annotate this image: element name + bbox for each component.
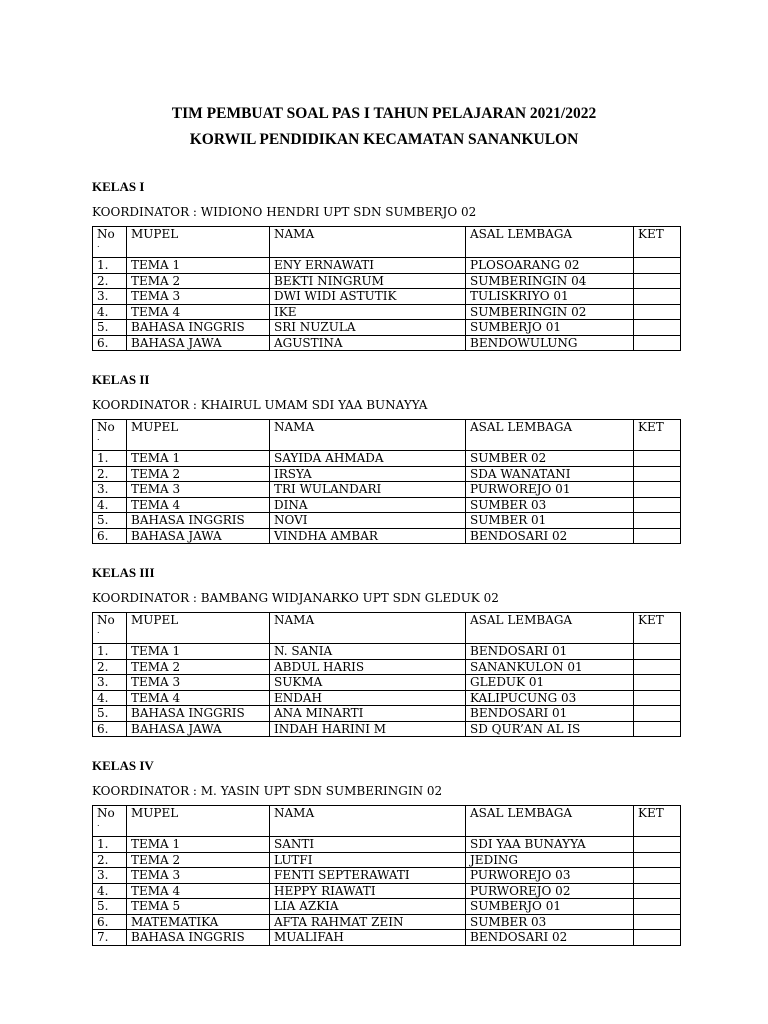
header-nama <box>270 420 466 451</box>
team-table <box>92 226 681 351</box>
cell-no: 6. <box>93 721 127 737</box>
cell-ket <box>634 659 681 675</box>
cell-asal: JEDING <box>466 852 634 868</box>
header-no-label: No <box>97 806 115 820</box>
header-mupel-label: MUPEL <box>131 227 179 241</box>
cell-mupel: BAHASA INGGRIS <box>127 706 270 722</box>
table-row <box>93 482 681 498</box>
cell-ket <box>634 304 681 320</box>
cell-ket <box>634 930 681 946</box>
cell-nama: ENDAH <box>270 690 466 706</box>
cell-no: 1. <box>93 837 127 853</box>
cell-no: 5. <box>93 706 127 722</box>
header-mupel <box>127 420 270 451</box>
cell-ket <box>634 852 681 868</box>
header-no-label: No <box>97 420 115 434</box>
table-row <box>93 899 681 915</box>
cell-nama: LIA AZKIA <box>270 899 466 915</box>
header-nama-label: NAMA <box>274 806 315 820</box>
header-no <box>93 227 127 258</box>
cell-nama: TRI WULANDARI <box>270 482 466 498</box>
header-mupel <box>127 806 270 837</box>
cell-mupel: TEMA 4 <box>127 883 270 899</box>
header-no-dot: . <box>97 819 100 828</box>
table-row <box>93 852 681 868</box>
table-row <box>93 883 681 899</box>
cell-asal: PURWOREJO 03 <box>466 868 634 884</box>
cell-mupel: BAHASA INGGRIS <box>127 513 270 529</box>
cell-asal: BENDOSARI 01 <box>466 706 634 722</box>
cell-mupel: TEMA 1 <box>127 837 270 853</box>
cell-mupel: TEMA 4 <box>127 497 270 513</box>
cell-mupel: TEMA 4 <box>127 304 270 320</box>
cell-asal: PURWOREJO 01 <box>466 482 634 498</box>
table-row <box>93 335 681 351</box>
cell-no: 2. <box>93 273 127 289</box>
cell-ket <box>634 837 681 853</box>
header-nama <box>270 227 466 258</box>
cell-nama: AGUSTINA <box>270 335 466 351</box>
cell-mupel: BAHASA JAWA <box>127 528 270 544</box>
header-asal <box>466 613 634 644</box>
header-mupel <box>127 227 270 258</box>
cell-nama: IRSYA <box>270 466 466 482</box>
cell-asal: SUMBER 03 <box>466 914 634 930</box>
cell-ket <box>634 451 681 467</box>
cell-ket <box>634 482 681 498</box>
cell-no: 7. <box>93 930 127 946</box>
table-row <box>93 451 681 467</box>
cell-nama: N. SANIA <box>270 644 466 660</box>
cell-no: 3. <box>93 675 127 691</box>
cell-ket <box>634 690 681 706</box>
cell-mupel: BAHASA INGGRIS <box>127 930 270 946</box>
header-asal <box>466 420 634 451</box>
cell-nama: LUTFI <box>270 852 466 868</box>
header-nama-label: NAMA <box>274 227 315 241</box>
cell-ket <box>634 273 681 289</box>
cell-mupel: BAHASA INGGRIS <box>127 320 270 336</box>
document-subtitle: KORWIL PENDIDIKAN KECAMATAN SANANKULON <box>189 131 579 148</box>
cell-asal: BENDOSARI 02 <box>466 930 634 946</box>
team-table <box>92 419 681 544</box>
header-asal-label: ASAL LEMBAGA <box>470 806 573 820</box>
cell-no: 4. <box>93 497 127 513</box>
cell-nama: ABDUL HARIS <box>270 659 466 675</box>
cell-ket <box>634 466 681 482</box>
header-nama-label: NAMA <box>274 420 315 434</box>
cell-nama: IKE <box>270 304 466 320</box>
cell-nama: BEKTI NINGRUM <box>270 273 466 289</box>
cell-ket <box>634 528 681 544</box>
cell-ket <box>634 289 681 305</box>
koordinator-line: KOORDINATOR : WIDIONO HENDRI UPT SDN SUMBERJO 02 <box>92 205 477 219</box>
team-table <box>92 612 681 737</box>
cell-asal: PURWOREJO 02 <box>466 883 634 899</box>
table-row <box>93 644 681 660</box>
table-row <box>93 721 681 737</box>
header-asal <box>466 227 634 258</box>
cell-nama: FENTI SEPTERAWATI <box>270 868 466 884</box>
cell-nama: SRI NUZULA <box>270 320 466 336</box>
table-row <box>93 868 681 884</box>
cell-ket <box>634 497 681 513</box>
cell-asal: BENDOSARI 01 <box>466 644 634 660</box>
cell-ket <box>634 721 681 737</box>
cell-asal: SUMBER 02 <box>466 451 634 467</box>
cell-no: 4. <box>93 304 127 320</box>
cell-asal: SUMBER 01 <box>466 513 634 529</box>
cell-mupel: TEMA 1 <box>127 258 270 274</box>
header-asal-label: ASAL LEMBAGA <box>470 420 573 434</box>
cell-nama: HEPPY RIAWATI <box>270 883 466 899</box>
cell-ket <box>634 914 681 930</box>
cell-no: 5. <box>93 513 127 529</box>
header-nama <box>270 613 466 644</box>
cell-nama: VINDHA AMBAR <box>270 528 466 544</box>
cell-nama: DWI WIDI ASTUTIK <box>270 289 466 305</box>
table-row <box>93 497 681 513</box>
cell-mupel: TEMA 3 <box>127 868 270 884</box>
header-asal-label: ASAL LEMBAGA <box>470 227 573 241</box>
header-mupel-label: MUPEL <box>131 613 179 627</box>
header-ket <box>634 806 681 837</box>
cell-nama: AFTA RAHMAT ZEIN <box>270 914 466 930</box>
cell-asal: SUMBER 03 <box>466 497 634 513</box>
kelas-heading: KELAS I <box>92 179 145 194</box>
header-mupel-label: MUPEL <box>131 806 179 820</box>
team-table <box>92 805 681 946</box>
kelas-section <box>92 564 682 737</box>
cell-nama: SAYIDA AHMADA <box>270 451 466 467</box>
table-row <box>93 273 681 289</box>
cell-no: 2. <box>93 466 127 482</box>
cell-no: 3. <box>93 482 127 498</box>
cell-ket <box>634 899 681 915</box>
header-ket <box>634 420 681 451</box>
cell-no: 1. <box>93 451 127 467</box>
cell-nama: ENY ERNAWATI <box>270 258 466 274</box>
cell-mupel: TEMA 2 <box>127 273 270 289</box>
cell-asal: BENDOSARI 02 <box>466 528 634 544</box>
cell-asal: GLEDUK 01 <box>466 675 634 691</box>
cell-nama: DINA <box>270 497 466 513</box>
cell-no: 3. <box>93 868 127 884</box>
cell-ket <box>634 644 681 660</box>
cell-no: 4. <box>93 690 127 706</box>
cell-mupel: TEMA 2 <box>127 466 270 482</box>
cell-mupel: TEMA 2 <box>127 852 270 868</box>
header-no-dot: . <box>97 240 100 249</box>
cell-no: 6. <box>93 528 127 544</box>
table-row <box>93 706 681 722</box>
cell-mupel: TEMA 3 <box>127 675 270 691</box>
cell-mupel: TEMA 1 <box>127 451 270 467</box>
cell-no: 2. <box>93 852 127 868</box>
table-row <box>93 513 681 529</box>
cell-ket <box>634 513 681 529</box>
table-row <box>93 466 681 482</box>
header-no <box>93 613 127 644</box>
cell-ket <box>634 706 681 722</box>
table-header-row <box>93 420 681 451</box>
table-row <box>93 837 681 853</box>
cell-mupel: TEMA 3 <box>127 482 270 498</box>
cell-asal: SDI YAA BUNAYYA <box>466 837 634 853</box>
header-asal <box>466 806 634 837</box>
cell-mupel: BAHASA JAWA <box>127 335 270 351</box>
header-no-dot: . <box>97 433 100 442</box>
cell-nama: SUKMA <box>270 675 466 691</box>
cell-asal: SUMBERJO 01 <box>466 320 634 336</box>
koordinator-line: KOORDINATOR : KHAIRUL UMAM SDI YAA BUNAYYA <box>92 398 428 412</box>
cell-no: 1. <box>93 644 127 660</box>
cell-mupel: TEMA 1 <box>127 644 270 660</box>
cell-nama: SANTI <box>270 837 466 853</box>
cell-asal: KALIPUCUNG 03 <box>466 690 634 706</box>
header-ket-label: KET <box>638 806 664 820</box>
table-row <box>93 675 681 691</box>
cell-mupel: TEMA 3 <box>127 289 270 305</box>
cell-nama: INDAH HARINI M <box>270 721 466 737</box>
cell-ket <box>634 675 681 691</box>
cell-ket <box>634 258 681 274</box>
header-no <box>93 420 127 451</box>
kelas-section <box>92 178 682 351</box>
cell-no: 6. <box>93 335 127 351</box>
cell-asal: SUMBERJO 01 <box>466 899 634 915</box>
table-row <box>93 528 681 544</box>
cell-ket <box>634 883 681 899</box>
kelas-section <box>92 757 682 946</box>
cell-ket <box>634 335 681 351</box>
cell-asal: SANANKULON 01 <box>466 659 634 675</box>
table-row <box>93 930 681 946</box>
cell-mupel: BAHASA JAWA <box>127 721 270 737</box>
cell-ket <box>634 320 681 336</box>
cell-mupel: MATEMATIKA <box>127 914 270 930</box>
kelas-heading: KELAS III <box>92 565 155 580</box>
kelas-section <box>92 371 682 544</box>
cell-no: 2. <box>93 659 127 675</box>
document-title: TIM PEMBUAT SOAL PAS I TAHUN PELAJARAN 2021/2022 <box>171 105 597 122</box>
cell-nama: NOVI <box>270 513 466 529</box>
cell-asal: SDA WANATANI <box>466 466 634 482</box>
header-nama <box>270 806 466 837</box>
cell-ket <box>634 868 681 884</box>
table-row <box>93 690 681 706</box>
header-asal-label: ASAL LEMBAGA <box>470 613 573 627</box>
table-row <box>93 289 681 305</box>
table-row <box>93 320 681 336</box>
header-ket-label: KET <box>638 227 664 241</box>
table-row <box>93 914 681 930</box>
kelas-heading: KELAS IV <box>92 758 154 773</box>
cell-asal: PLOSOARANG 02 <box>466 258 634 274</box>
cell-asal: SUMBERINGIN 04 <box>466 273 634 289</box>
table-row <box>93 304 681 320</box>
header-no-dot: . <box>97 626 100 635</box>
table-header-row <box>93 227 681 258</box>
cell-no: 5. <box>93 899 127 915</box>
cell-mupel: TEMA 2 <box>127 659 270 675</box>
header-ket-label: KET <box>638 420 664 434</box>
cell-no: 6. <box>93 914 127 930</box>
header-ket <box>634 227 681 258</box>
cell-asal: SD QUR’AN AL IS <box>466 721 634 737</box>
header-mupel <box>127 613 270 644</box>
cell-mupel: TEMA 5 <box>127 899 270 915</box>
header-no-label: No <box>97 613 115 627</box>
cell-asal: SUMBERINGIN 02 <box>466 304 634 320</box>
table-row <box>93 258 681 274</box>
cell-no: 1. <box>93 258 127 274</box>
kelas-heading: KELAS II <box>92 372 150 387</box>
header-no-label: No <box>97 227 115 241</box>
cell-no: 4. <box>93 883 127 899</box>
cell-no: 3. <box>93 289 127 305</box>
header-mupel-label: MUPEL <box>131 420 179 434</box>
koordinator-line: KOORDINATOR : M. YASIN UPT SDN SUMBERINGIN 02 <box>92 784 443 798</box>
koordinator-line: KOORDINATOR : BAMBANG WIDJANARKO UPT SDN GLEDUK 02 <box>92 591 499 605</box>
table-header-row <box>93 806 681 837</box>
table-row <box>93 659 681 675</box>
cell-mupel: TEMA 4 <box>127 690 270 706</box>
cell-asal: TULISKRIYO 01 <box>466 289 634 305</box>
cell-no: 5. <box>93 320 127 336</box>
header-ket-label: KET <box>638 613 664 627</box>
cell-nama: ANA MINARTI <box>270 706 466 722</box>
table-header-row <box>93 613 681 644</box>
cell-asal: BENDOWULUNG <box>466 335 634 351</box>
cell-nama: MUALIFAH <box>270 930 466 946</box>
header-no <box>93 806 127 837</box>
header-ket <box>634 613 681 644</box>
header-nama-label: NAMA <box>274 613 315 627</box>
